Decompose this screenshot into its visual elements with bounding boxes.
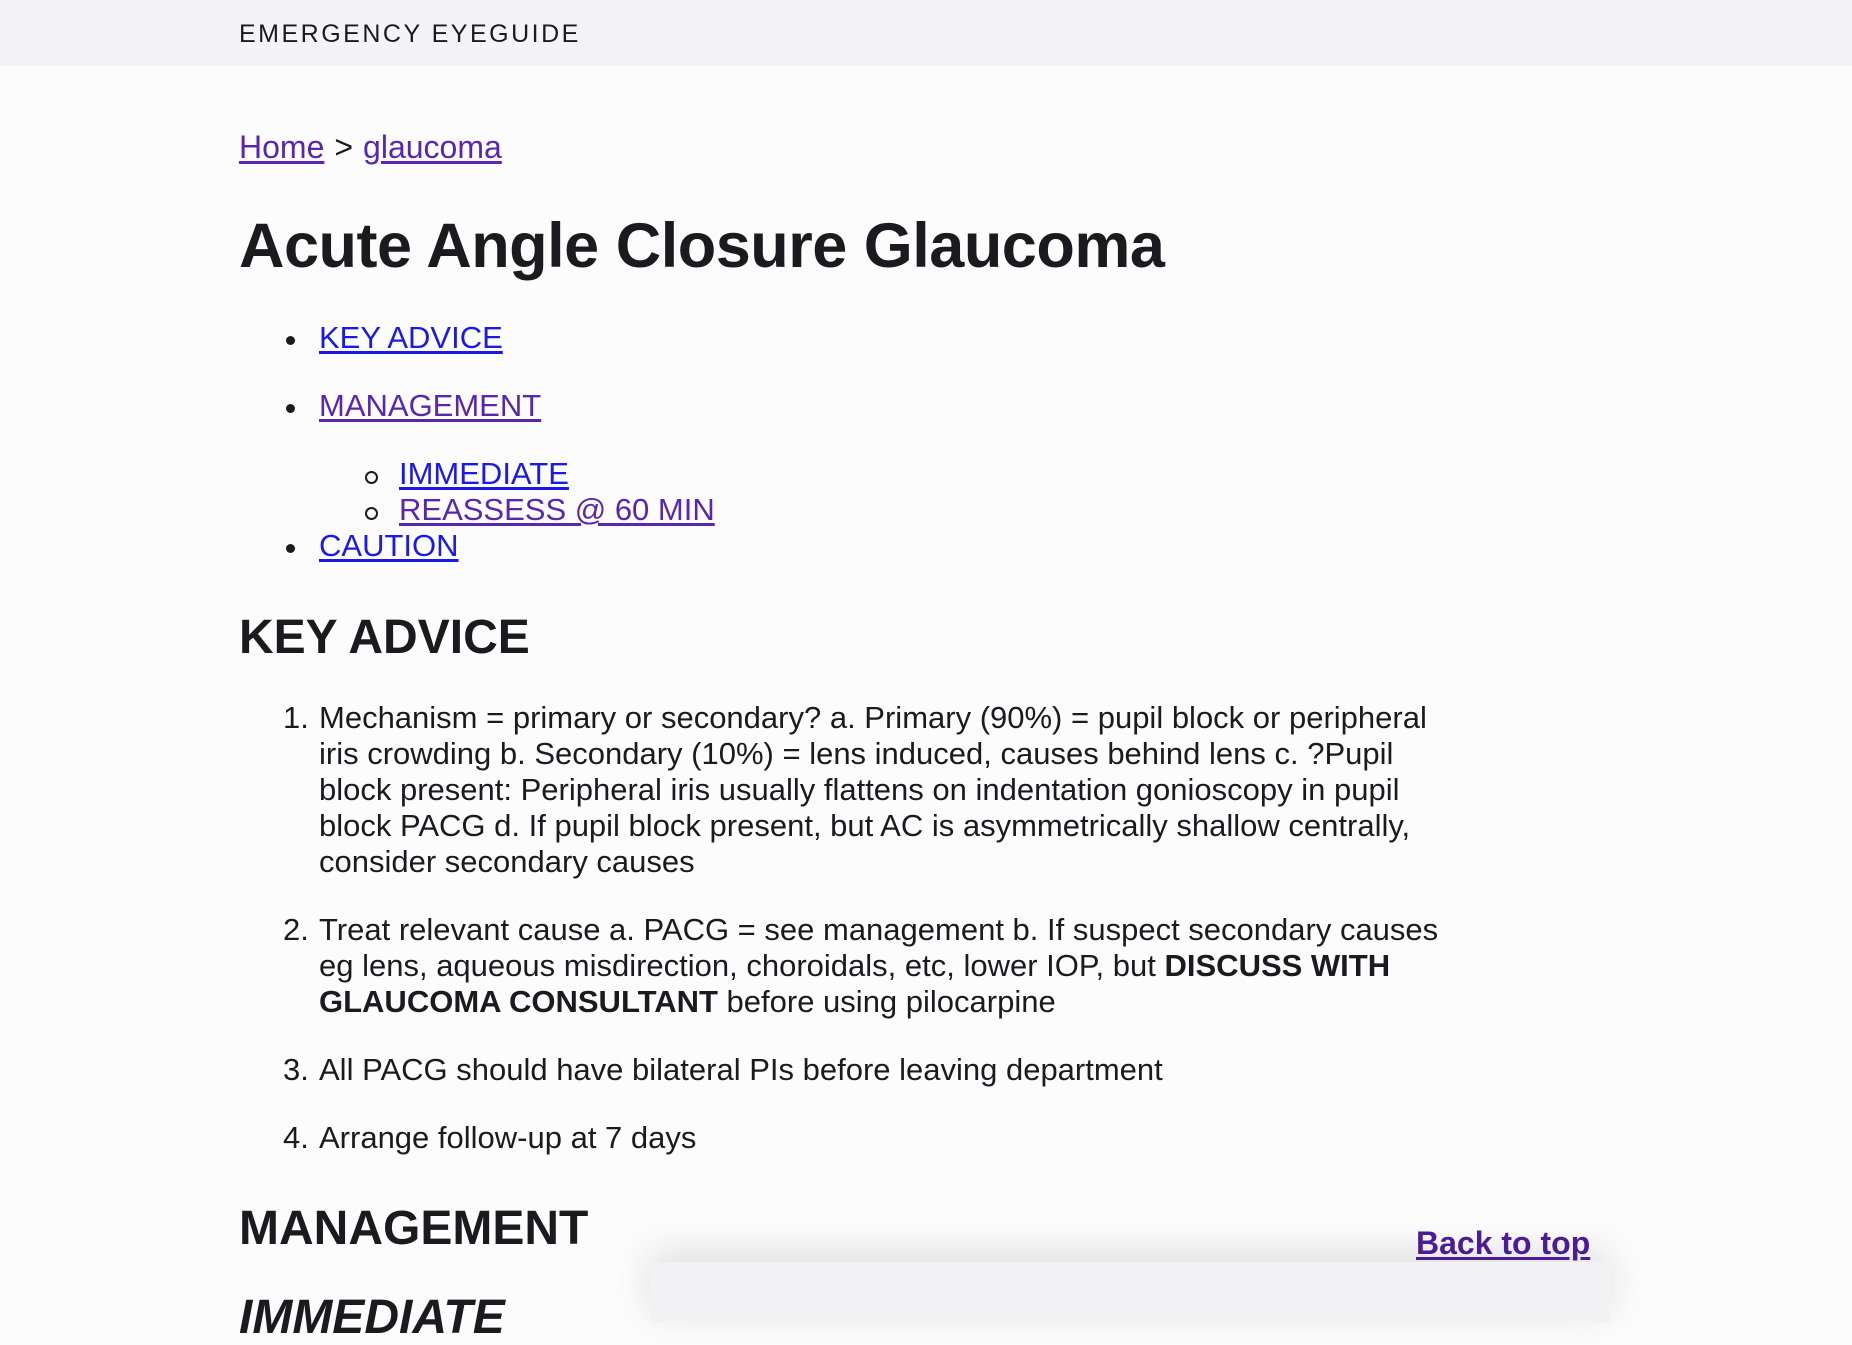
table-of-contents [239,320,715,564]
advice-emphasis: DISCUSS WITH [1164,948,1391,983]
advice-line: iris crowding b. Secondary (10%) = lens induced, causes behind lens c. ?Pupil [319,736,1394,771]
breadcrumb-glaucoma-link[interactable]: glaucoma [363,129,502,165]
advice-line: consider secondary causes [319,844,695,879]
key-advice-item [239,1052,1739,1088]
advice-line [319,984,1739,1020]
section-heading-management: MANAGEMENT [239,1202,589,1255]
advice-line [319,948,1739,984]
breadcrumb-separator: > [334,129,354,165]
advice-emphasis: GLAUCOMA CONSULTANT [319,984,718,1019]
subheading-immediate: IMMEDIATE [239,1291,505,1344]
advice-text: before using pilocarpine [717,984,1056,1019]
advice-line: block PACG d. If pupil block present, but AC is asymmetrically shallow centrally, [319,808,1411,843]
toc-link-reassess[interactable]: REASSESS @ 60 MIN [399,492,715,527]
page-title: Acute Angle Closure Glaucoma [239,211,1165,281]
key-advice-item [239,912,1739,1020]
key-advice-item [239,1120,1739,1156]
toc-item-caution [239,528,715,564]
list-number: 2. [283,912,309,947]
toc-link-key-advice[interactable]: KEY ADVICE [319,320,503,355]
floating-footer-panel [650,1262,1610,1322]
advice-text: eg lens, aqueous misdirection, choroidals, etc, lower IOP, but [319,948,1165,983]
top-bar [0,0,1852,66]
list-number: 4. [283,1120,309,1155]
key-advice-item [239,700,1739,880]
breadcrumb [239,129,502,166]
list-number: 1. [283,700,309,735]
toc-link-immediate[interactable]: IMMEDIATE [399,456,569,491]
toc-item-reassess [239,492,715,528]
advice-line: All PACG should have bilateral PIs before leaving department [319,1052,1163,1087]
advice-line: Mechanism = primary or secondary? a. Primary (90%) = pupil block or peripheral [319,700,1427,735]
back-to-top-link[interactable]: Back to top [1416,1225,1591,1261]
toc-item-management [239,388,715,424]
toc-link-caution[interactable]: CAUTION [319,528,459,563]
toc-item-key-advice [239,320,715,356]
advice-line: block present: Peripheral iris usually flattens on indentation gonioscopy in pupil [319,772,1400,807]
key-advice-list [239,700,1739,1188]
advice-line: Treat relevant cause a. PACG = see management b. If suspect secondary causes [319,912,1439,947]
breadcrumb-home-link[interactable]: Home [239,129,325,165]
toc-item-immediate [239,456,715,492]
list-number: 3. [283,1052,309,1087]
section-heading-key-advice: KEY ADVICE [239,611,530,664]
toc-link-management[interactable]: MANAGEMENT [319,388,542,423]
site-brand[interactable]: EMERGENCY EYEGUIDE [239,20,581,48]
advice-line: Arrange follow-up at 7 days [319,1120,697,1155]
